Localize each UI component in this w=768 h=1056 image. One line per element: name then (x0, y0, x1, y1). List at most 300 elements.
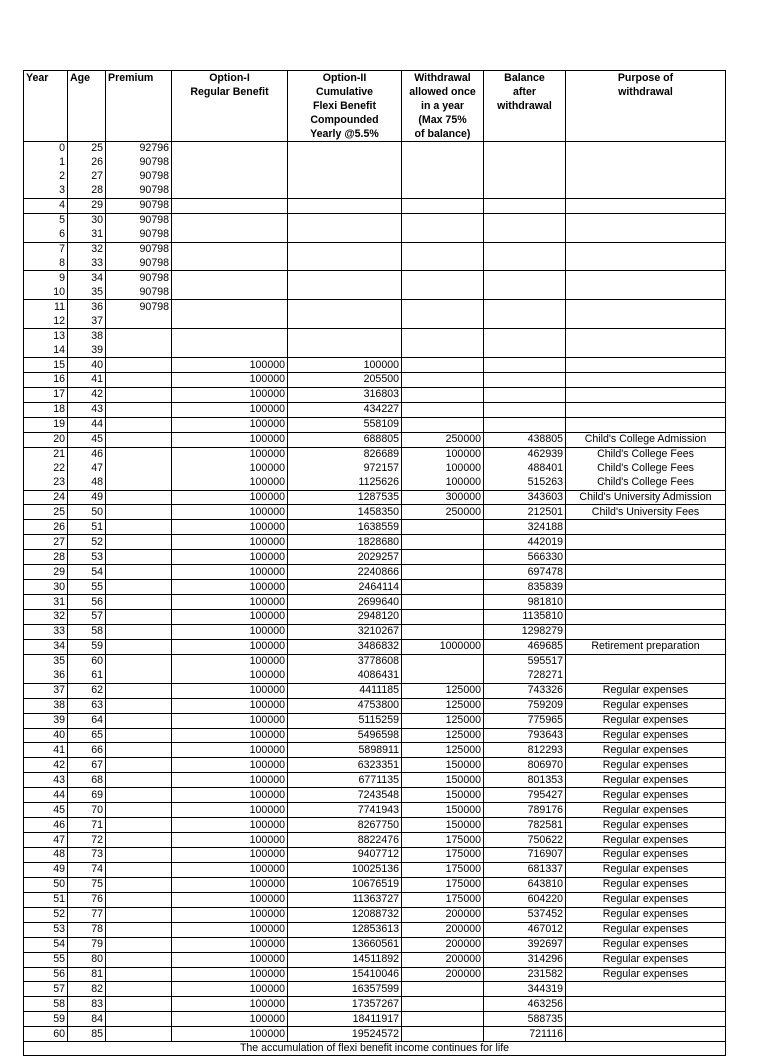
cell-regular-benefit: 100000 (172, 1012, 288, 1027)
table-row (24, 952, 726, 967)
cell-premium (106, 698, 172, 713)
table-row (24, 743, 726, 758)
cell-balance: 681337 (484, 862, 566, 877)
cell-balance: 981810 (484, 595, 566, 610)
cell-age: 51 (68, 520, 106, 535)
cell-balance (484, 156, 566, 170)
cell-premium (106, 402, 172, 417)
header-age: Age (68, 71, 106, 142)
cell-cumulative-flexi-benefit (288, 242, 402, 256)
cell-year: 15 (24, 358, 68, 373)
cell-purpose (566, 535, 726, 550)
cell-cumulative-flexi-benefit: 7741943 (288, 803, 402, 818)
cell-balance (484, 242, 566, 256)
cell-cumulative-flexi-benefit: 8267750 (288, 818, 402, 833)
cell-withdrawal (402, 142, 484, 156)
cell-premium (106, 610, 172, 625)
cell-balance: 442019 (484, 535, 566, 550)
cell-year: 6 (24, 228, 68, 242)
cell-purpose (566, 997, 726, 1012)
header-balance (484, 71, 566, 142)
cell-purpose (566, 300, 726, 314)
cell-year: 2 (59, 170, 65, 183)
table-row (24, 358, 726, 373)
cell-year: 42 (24, 758, 68, 773)
cell-balance (484, 285, 566, 299)
cell-age: 40 (68, 358, 106, 373)
cell-age: 72 (68, 833, 106, 848)
cell-age: 62 (68, 683, 106, 698)
cell-cumulative-flexi-benefit: 10676519 (288, 877, 402, 892)
cell-balance (484, 300, 566, 314)
cell-year: 51 (24, 892, 68, 907)
cell-premium (106, 683, 172, 698)
header-balance-line: after (513, 86, 536, 98)
table-row (24, 1027, 726, 1042)
cell-balance (484, 170, 566, 184)
cell-cumulative-flexi-benefit: 15410046 (288, 967, 402, 982)
cell-age: 42 (68, 387, 106, 402)
cell-balance (484, 402, 566, 417)
cell-cumulative-flexi-benefit: 316803 (288, 387, 402, 402)
cell-purpose: Child's College Fees (566, 462, 726, 476)
table-row (24, 937, 726, 952)
cell-regular-benefit: 100000 (172, 624, 288, 639)
cell-year: 49 (24, 862, 68, 877)
cell-premium (106, 358, 172, 373)
cell-withdrawal (402, 610, 484, 625)
cell-regular-benefit: 100000 (172, 417, 288, 432)
cell-age: 49 (68, 490, 106, 505)
cell-age: 33 (68, 257, 106, 271)
cell-purpose (566, 982, 726, 997)
table-row (24, 271, 726, 285)
cell-purpose (566, 417, 726, 432)
cell-regular-benefit: 100000 (172, 490, 288, 505)
cell-cumulative-flexi-benefit: 7243548 (288, 788, 402, 803)
cell-withdrawal: 125000 (402, 683, 484, 698)
cell-purpose: Regular expenses (566, 683, 726, 698)
table-row (24, 343, 726, 357)
cell-year: 40 (24, 728, 68, 743)
cell-premium (106, 505, 172, 520)
cell-age: 27 (68, 170, 106, 184)
table-row (24, 654, 726, 668)
cell-year: 14 (24, 343, 68, 357)
cell-premium (106, 818, 172, 833)
cell-premium (106, 387, 172, 402)
cell-premium (106, 862, 172, 877)
table-row (24, 285, 726, 299)
cell-purpose (566, 1027, 726, 1042)
cell-age: 66 (68, 743, 106, 758)
cell-year: 53 (24, 922, 68, 937)
table-row (24, 387, 726, 402)
header-option2-line: Option-II (322, 72, 367, 84)
cell-regular-benefit: 100000 (172, 387, 288, 402)
cell-balance: 835839 (484, 580, 566, 595)
cell-year: 31 (24, 595, 68, 610)
cell-cumulative-flexi-benefit: 11363727 (288, 892, 402, 907)
cell-withdrawal (402, 285, 484, 299)
cell-balance: 716907 (484, 848, 566, 863)
cell-regular-benefit: 100000 (172, 818, 288, 833)
cell-premium (106, 535, 172, 550)
cell-cumulative-flexi-benefit (288, 170, 402, 184)
header-withdrawal-line: in a year (421, 100, 464, 112)
cell-premium: 90798 (106, 184, 172, 198)
table-row (24, 833, 726, 848)
table-row (24, 242, 726, 256)
cell-year: 25 (24, 505, 68, 520)
table-row (24, 848, 726, 863)
cell-purpose: Regular expenses (566, 952, 726, 967)
cell-age: 30 (68, 213, 106, 227)
cell-year: 19 (24, 417, 68, 432)
table-row (24, 877, 726, 892)
cell-withdrawal: 200000 (402, 937, 484, 952)
header-option2 (288, 71, 402, 142)
cell-purpose (566, 285, 726, 299)
cell-premium (106, 892, 172, 907)
cell-year: 59 (24, 1012, 68, 1027)
cell-age: 46 (68, 447, 106, 461)
cell-year: 44 (24, 788, 68, 803)
cell-regular-benefit: 100000 (172, 728, 288, 743)
cell-balance: 782581 (484, 818, 566, 833)
cell-year: 26 (24, 520, 68, 535)
cell-purpose (566, 1012, 726, 1027)
cell-premium (106, 982, 172, 997)
cell-year: 24 (24, 490, 68, 505)
cell-balance: 588735 (484, 1012, 566, 1027)
cell-withdrawal (402, 156, 484, 170)
cell-purpose (566, 271, 726, 285)
cell-year: 11 (54, 300, 65, 313)
cell-cumulative-flexi-benefit (288, 343, 402, 357)
cell-year: 45 (24, 803, 68, 818)
table-row (24, 314, 726, 328)
cell-premium (106, 967, 172, 982)
cell-cumulative-flexi-benefit: 4086431 (288, 669, 402, 683)
cell-age: 83 (68, 997, 106, 1012)
cell-withdrawal: 125000 (402, 698, 484, 713)
cell-age: 53 (68, 550, 106, 565)
cell-purpose: Regular expenses (566, 862, 726, 877)
cell-purpose: Regular expenses (566, 803, 726, 818)
cell-purpose (566, 565, 726, 580)
cell-purpose (566, 373, 726, 388)
cell-balance: 438805 (484, 432, 566, 447)
cell-cumulative-flexi-benefit: 4753800 (288, 698, 402, 713)
cell-purpose (566, 198, 726, 213)
cell-regular-benefit: 100000 (172, 952, 288, 967)
table-row (24, 198, 726, 213)
table-row (24, 624, 726, 639)
cell-premium (106, 654, 172, 668)
cell-purpose: Regular expenses (566, 773, 726, 788)
cell-purpose: Child's College Admission (566, 432, 726, 447)
cell-balance: 806970 (484, 758, 566, 773)
cell-premium (106, 595, 172, 610)
cell-balance: 801353 (484, 773, 566, 788)
cell-purpose: Regular expenses (566, 877, 726, 892)
cell-balance (484, 271, 566, 285)
cell-year: 20 (24, 432, 68, 447)
cell-balance (484, 387, 566, 402)
cell-cumulative-flexi-benefit (288, 314, 402, 328)
cell-withdrawal (402, 358, 484, 373)
cell-balance: 750622 (484, 833, 566, 848)
table-row (24, 476, 726, 490)
cell-age: 56 (68, 595, 106, 610)
cell-year: 56 (24, 967, 68, 982)
table-row (24, 580, 726, 595)
table-row (24, 610, 726, 625)
cell-cumulative-flexi-benefit: 1828680 (288, 535, 402, 550)
cell-regular-benefit (172, 343, 288, 357)
table-row (24, 462, 726, 476)
cell-cumulative-flexi-benefit: 1125626 (288, 476, 402, 490)
cell-cumulative-flexi-benefit (288, 285, 402, 299)
cell-regular-benefit: 100000 (172, 877, 288, 892)
header-purpose-line: Purpose of (617, 72, 674, 84)
cell-age: 71 (68, 818, 106, 833)
cell-premium (106, 314, 172, 328)
cell-year: 23 (24, 476, 68, 490)
cell-year: 52 (24, 907, 68, 922)
cell-cumulative-flexi-benefit (288, 271, 402, 285)
cell-premium (106, 713, 172, 728)
benefit-table (23, 70, 726, 1056)
cell-regular-benefit (172, 156, 288, 170)
cell-cumulative-flexi-benefit (288, 300, 402, 314)
cell-premium: 90798 (106, 198, 172, 213)
header-option1-line: Option-I (209, 72, 250, 84)
cell-cumulative-flexi-benefit: 4411185 (288, 683, 402, 698)
cell-purpose: Child's University Admission (566, 490, 726, 505)
cell-balance: 324188 (484, 520, 566, 535)
cell-year: 41 (24, 743, 68, 758)
cell-age: 50 (68, 505, 106, 520)
cell-cumulative-flexi-benefit: 18411917 (288, 1012, 402, 1027)
cell-withdrawal (402, 228, 484, 242)
cell-balance: 343603 (484, 490, 566, 505)
table-row (24, 213, 726, 227)
cell-withdrawal: 125000 (402, 743, 484, 758)
cell-withdrawal: 200000 (402, 922, 484, 937)
cell-cumulative-flexi-benefit (288, 142, 402, 156)
cell-purpose: Regular expenses (566, 818, 726, 833)
cell-balance: 469685 (484, 639, 566, 654)
cell-withdrawal (402, 535, 484, 550)
header-withdrawal (402, 71, 484, 142)
cell-withdrawal (402, 624, 484, 639)
cell-age: 70 (68, 803, 106, 818)
cell-year: 10 (24, 285, 68, 299)
cell-purpose: Child's College Fees (566, 476, 726, 490)
cell-age: 47 (68, 462, 106, 476)
cell-purpose: Regular expenses (566, 922, 726, 937)
cell-year: 5 (59, 214, 65, 227)
cell-premium (106, 373, 172, 388)
header-option1 (172, 71, 288, 142)
cell-purpose: Regular expenses (566, 713, 726, 728)
cell-year: 33 (24, 624, 68, 639)
table-row (24, 170, 726, 184)
cell-year: 48 (24, 848, 68, 863)
cell-balance: 697478 (484, 565, 566, 580)
cell-purpose (566, 257, 726, 271)
table-row (24, 683, 726, 698)
cell-withdrawal: 250000 (402, 432, 484, 447)
cell-year: 58 (24, 997, 68, 1012)
cell-year: 34 (24, 639, 68, 654)
cell-cumulative-flexi-benefit: 434227 (288, 402, 402, 417)
cell-premium (106, 565, 172, 580)
cell-year: 47 (24, 833, 68, 848)
cell-purpose (566, 156, 726, 170)
cell-cumulative-flexi-benefit: 6771135 (288, 773, 402, 788)
cell-age: 85 (68, 1027, 106, 1042)
cell-regular-benefit: 100000 (172, 432, 288, 447)
cell-purpose (566, 228, 726, 242)
cell-age: 69 (68, 788, 106, 803)
cell-balance (484, 329, 566, 343)
table-row (24, 803, 726, 818)
cell-balance (484, 184, 566, 198)
cell-year: 18 (24, 402, 68, 417)
cell-purpose: Regular expenses (566, 907, 726, 922)
cell-purpose (566, 669, 726, 683)
cell-regular-benefit: 100000 (172, 580, 288, 595)
cell-balance (484, 358, 566, 373)
cell-age: 84 (68, 1012, 106, 1027)
cell-age: 57 (68, 610, 106, 625)
cell-withdrawal (402, 417, 484, 432)
cell-age: 64 (68, 713, 106, 728)
cell-year: 0 (59, 142, 65, 155)
cell-purpose (566, 142, 726, 156)
cell-cumulative-flexi-benefit: 8822476 (288, 833, 402, 848)
cell-age: 44 (68, 417, 106, 432)
cell-cumulative-flexi-benefit (288, 184, 402, 198)
cell-regular-benefit (172, 300, 288, 314)
cell-purpose (566, 654, 726, 668)
cell-age: 26 (68, 156, 106, 170)
cell-age: 79 (68, 937, 106, 952)
cell-purpose (566, 329, 726, 343)
cell-age: 54 (68, 565, 106, 580)
cell-year: 43 (24, 773, 68, 788)
table-row (24, 728, 726, 743)
cell-balance: 775965 (484, 713, 566, 728)
table-row (24, 447, 726, 461)
cell-regular-benefit: 100000 (172, 803, 288, 818)
cell-premium (106, 758, 172, 773)
table-row (24, 565, 726, 580)
cell-balance (484, 198, 566, 213)
cell-age: 60 (68, 654, 106, 668)
cell-premium (106, 639, 172, 654)
cell-regular-benefit: 100000 (172, 892, 288, 907)
table-row (24, 490, 726, 505)
cell-premium (106, 922, 172, 937)
cell-year: 39 (24, 713, 68, 728)
footer-note: The accumulation of flexi benefit income continues for life (24, 1042, 726, 1056)
cell-age: 34 (68, 271, 106, 285)
cell-balance: 566330 (484, 550, 566, 565)
cell-purpose (566, 402, 726, 417)
cell-age: 77 (68, 907, 106, 922)
cell-regular-benefit (172, 285, 288, 299)
header-year: Year (24, 71, 68, 142)
cell-purpose: Regular expenses (566, 758, 726, 773)
cell-cumulative-flexi-benefit: 2699640 (288, 595, 402, 610)
cell-withdrawal (402, 257, 484, 271)
cell-balance: 467012 (484, 922, 566, 937)
cell-year: 60 (53, 1027, 65, 1040)
cell-purpose: Child's University Fees (566, 505, 726, 520)
cell-withdrawal (402, 343, 484, 357)
cell-premium (106, 490, 172, 505)
cell-balance (484, 213, 566, 227)
cell-withdrawal: 125000 (402, 713, 484, 728)
cell-withdrawal (402, 580, 484, 595)
cell-cumulative-flexi-benefit: 12088732 (288, 907, 402, 922)
cell-withdrawal (402, 595, 484, 610)
cell-regular-benefit (172, 213, 288, 227)
cell-year: 37 (24, 683, 68, 698)
table-row (24, 669, 726, 683)
cell-purpose: Regular expenses (566, 892, 726, 907)
cell-withdrawal: 175000 (402, 862, 484, 877)
cell-regular-benefit: 100000 (172, 595, 288, 610)
cell-purpose: Regular expenses (566, 848, 726, 863)
cell-premium (106, 937, 172, 952)
cell-age: 37 (68, 314, 106, 328)
cell-age: 67 (68, 758, 106, 773)
cell-premium (106, 343, 172, 357)
cell-age: 39 (68, 343, 106, 357)
cell-premium (106, 417, 172, 432)
cell-purpose (566, 314, 726, 328)
cell-premium: 90798 (106, 300, 172, 314)
cell-regular-benefit: 100000 (172, 462, 288, 476)
cell-regular-benefit: 100000 (172, 550, 288, 565)
cell-age: 65 (68, 728, 106, 743)
header-option2-line: Flexi Benefit (313, 100, 376, 112)
cell-year: 32 (24, 610, 68, 625)
cell-purpose (566, 213, 726, 227)
header-withdrawal-line: allowed once (409, 86, 476, 98)
table-row (24, 257, 726, 271)
cell-withdrawal (402, 1027, 484, 1042)
cell-age: 78 (68, 922, 106, 937)
cell-balance (484, 373, 566, 388)
table-row (24, 758, 726, 773)
cell-balance (484, 142, 566, 156)
cell-purpose: Regular expenses (566, 698, 726, 713)
cell-year: 35 (53, 655, 65, 668)
cell-withdrawal: 200000 (402, 952, 484, 967)
table-row (24, 329, 726, 343)
cell-cumulative-flexi-benefit: 3778608 (288, 654, 402, 668)
cell-premium (106, 773, 172, 788)
cell-purpose (566, 624, 726, 639)
cell-regular-benefit: 100000 (172, 743, 288, 758)
cell-year: 36 (24, 669, 68, 683)
